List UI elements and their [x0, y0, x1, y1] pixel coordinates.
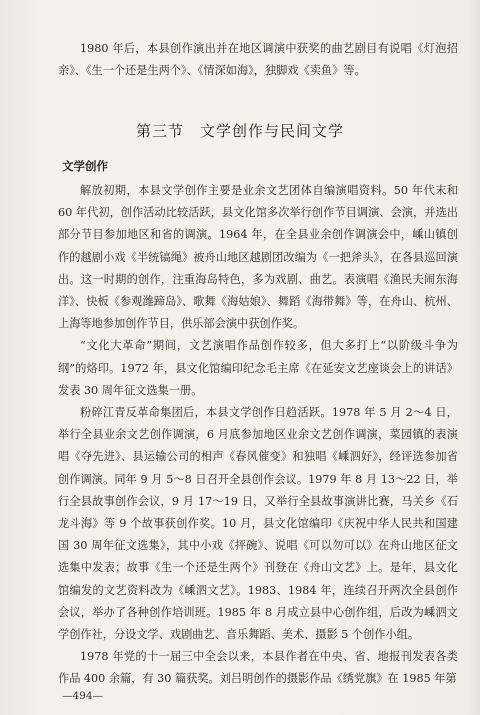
body-text — [58, 180, 458, 691]
intro-paragraph: 1980 年后，本县创作演出并在地区调演中获奖的曲艺剧目有说唱《灯泡招亲》、《生一个还是生两个》、《情深如海》，独脚戏《卖鱼》等。 — [58, 42, 458, 78]
page-number: —494— — [62, 690, 104, 702]
page-edge-shadow — [466, 0, 480, 715]
body-paragraph-4: 1978 年党的十一届三中全会以来，本县作者在中央、省、地报刊发表各类作品 400 余篇，有 30 篇获奖。刘吕明创作的摄影作品《绣党旗》在 1985 年第 — [58, 650, 458, 686]
intro-block — [58, 38, 458, 82]
body-paragraph-3: 粉碎江青反革命集团后，本县文学创作日趋活跃。1978 年 5 月 2～4 日，举行全县业余文艺创作调演，6 月底参加地区业余文艺创作调演，菜园镇的表演唱《夺先进》、县运输公司的相声《春风催变》和独唱《嵊泗好》，经评选参加省创作调演。同年 9 月 5～8 日召开全县创作会议。1979 年 8 月 13～22 日，举行全县故事创作会议，9 月 17～19 日，又举行全县故事演讲比赛，马关乡《石龙斗海》等 9 个故事获创作奖。10 月，县文化馆编印《庆祝中华人民共和国建国 30 周年征文选集》，其中小戏《抨碗》、说唱《可以勿可以》在舟山地区征文选集中发表；故事《生一个还是生两个》刊登在《舟山文艺》上。是年，县文化馆编发的文艺资料改为《嵊泗文艺》。1983、1984 年，连续召开两次全县创作会议，举办了各种创作培训班。1985 年 8 月成立县中心创作组，后改为嵊泗文学创作社，分设文学、戏剧曲艺、音乐舞蹈、美术、摄影 5 个创作小组。 — [58, 406, 458, 642]
body-paragraph-1: 解放初期，本县文学创作主要是业余文艺团体自编演唱资料。50 年代末和 60 年代初，创作活动比较活跃，县文化馆多次举行创作节目调演、会演，并选出部分节目参加地区和省的调演。1964 年，在全县业余创作调演会中，嵊山镇创作的越剧小戏《半统镐绳》被舟山地区越剧团改编为《一把斧头》，在各县巡回演出。这一时期的创作，注重海岛特色，多为戏剧、曲艺。表演唱《渔民夫闹东海洋》、快板《参观潍蹄岛》、歌舞《海姑娘》、舞蹈《海带舞》等，在舟山、杭州、上海等地参加创作节目，供乐部会演中获创作奖。 — [58, 184, 458, 331]
section-title: 第三节 文学创作与民间文学 — [135, 122, 344, 140]
subsection-heading: 文学创作 — [62, 159, 108, 173]
body-paragraph-2: “文化大革命”期间，文艺演唱作品创作较多，但大多打上“以阶级斗争为纲”的烙印。1972 年，县文化馆编印纪念毛主席《在延安文艺座谈会上的讲话》发表 30 周年征文选集一册。 — [58, 339, 458, 397]
